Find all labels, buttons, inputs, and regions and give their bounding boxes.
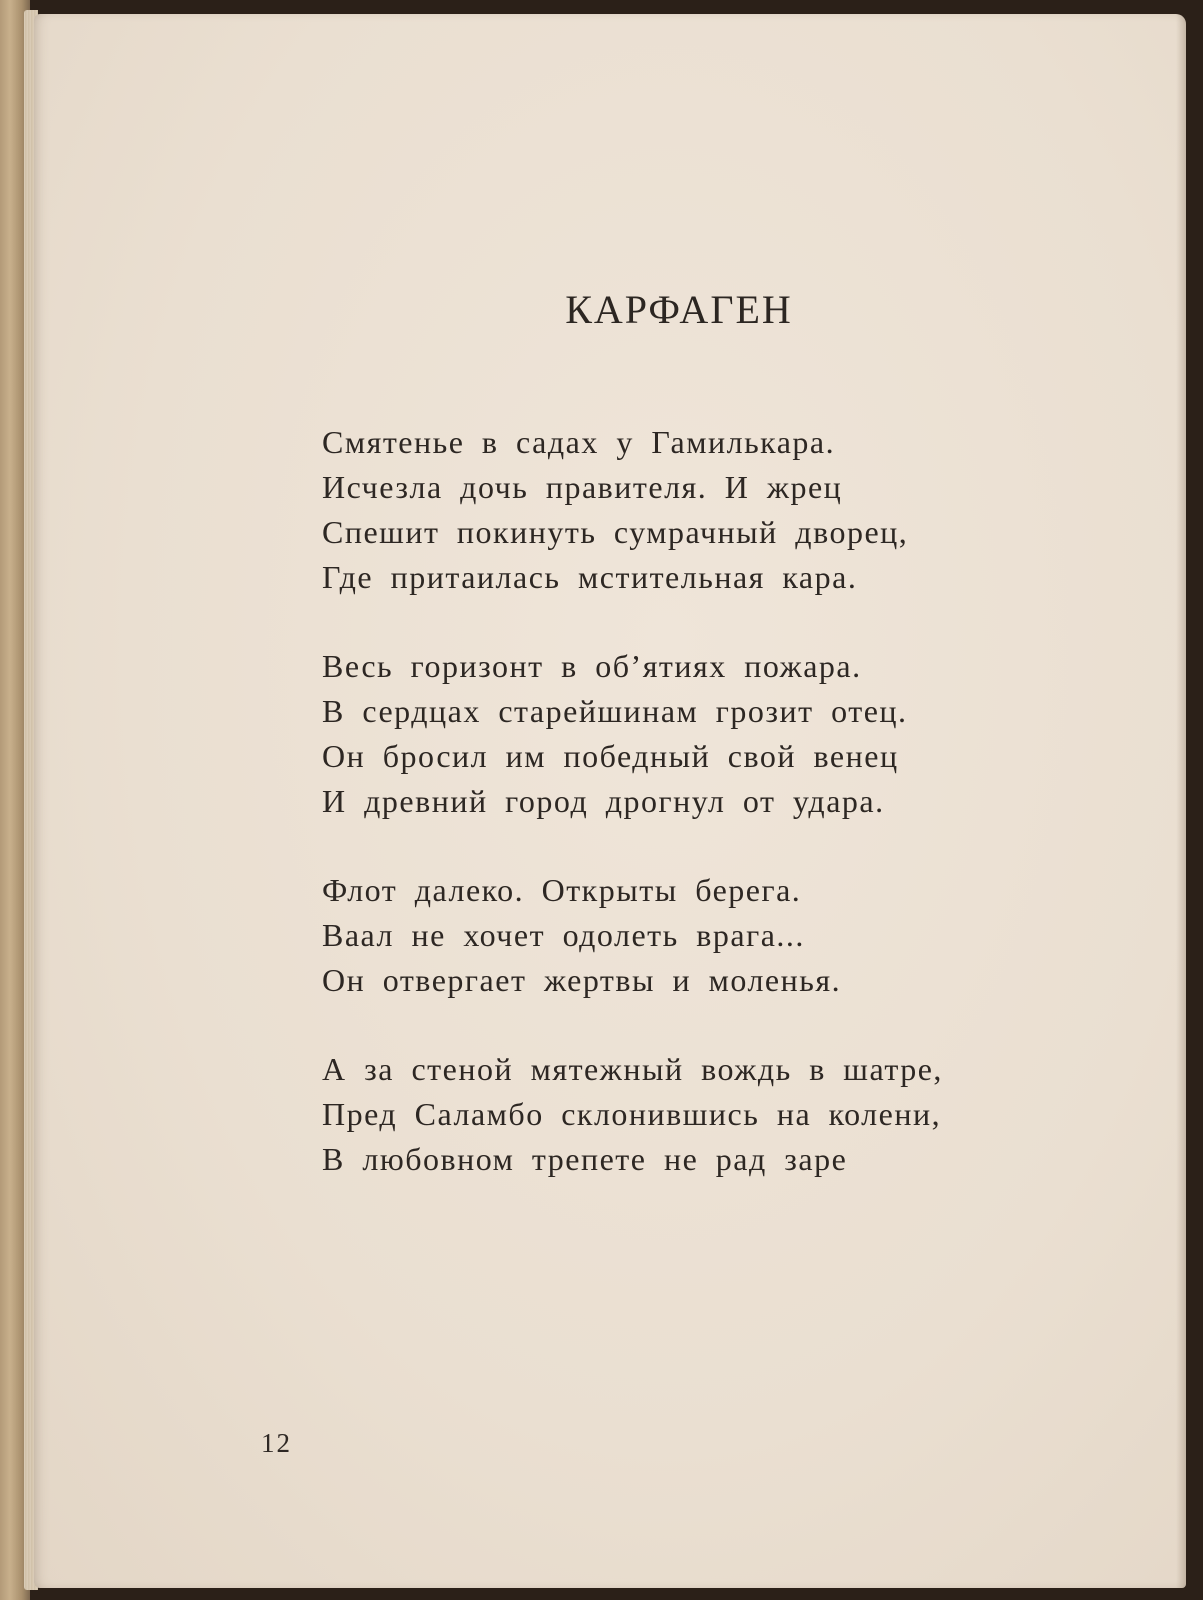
poem-line: В сердцах старейшинам грозит отец.	[322, 693, 908, 729]
poem-line: Исчезла дочь правителя. И жрец	[322, 469, 843, 505]
poem-line: И древний город дрогнул от удара.	[322, 783, 885, 819]
poem-line: Смятенье в садах у Гамилькара.	[322, 424, 836, 460]
stanza-1	[322, 420, 1042, 600]
page-right-edge	[1176, 14, 1186, 1588]
page-number: 12	[261, 1428, 292, 1458]
stanza-2	[322, 644, 1042, 824]
poem-line: Он отвергает жертвы и моленья.	[322, 962, 842, 998]
poem-line: Пред Саламбо склонившись на колени,	[322, 1096, 942, 1132]
poem-body	[322, 420, 1042, 1226]
stanza-3	[322, 868, 1042, 1003]
stanza-4	[322, 1047, 1042, 1182]
poem-line: Ваал не хочет одолеть врага...	[322, 917, 805, 953]
poem-title: КАРФАГЕН	[565, 287, 793, 332]
poem-line: В любовном трепете не рад заре	[322, 1141, 848, 1177]
poem-line: А за стеной мятежный вождь в шатре,	[322, 1051, 943, 1087]
poem-line: Спешит покинуть сумрачный дворец,	[322, 514, 909, 550]
poem-line: Где притаилась мстительная кара.	[322, 559, 858, 595]
poem-line: Весь горизонт в об’ятиях пожара.	[322, 648, 862, 684]
poem-line: Он бросил им победный свой венец	[322, 738, 899, 774]
poem-line: Флот далеко. Открыты берега.	[322, 872, 802, 908]
book-page	[34, 14, 1186, 1588]
